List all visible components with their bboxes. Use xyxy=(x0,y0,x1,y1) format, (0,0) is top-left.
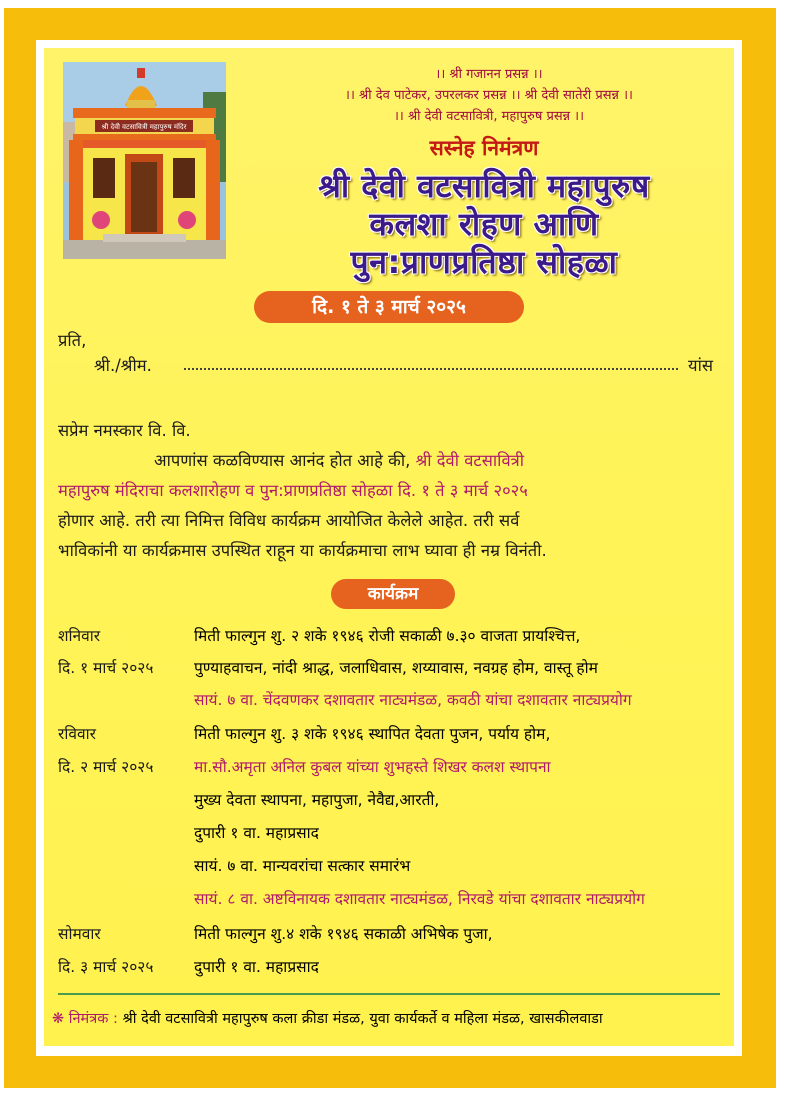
day2-line-3: मुख्य देवता स्थापना, महापुजा, नेवैद्य,आरती, xyxy=(194,791,440,809)
day2-line-5: सायं. ७ वा. मान्यवरांचा सत्कार समारंभ xyxy=(194,857,411,875)
greeting: सप्रेम नमस्कार वि. वि. xyxy=(58,421,191,440)
para-line-1 xyxy=(154,448,524,471)
yans-label: यांस xyxy=(688,356,713,375)
temple-illustration xyxy=(63,62,226,259)
footer-label: ❋ निमंत्रक : xyxy=(52,1011,118,1027)
date-badge: दि. १ ते ३ मार्च २०२५ xyxy=(254,291,524,323)
day1-date: दि. १ मार्च २०२५ xyxy=(58,659,154,677)
title-line-2: कलशा रोहण आणि xyxy=(369,205,599,243)
day1-name: शनिवार xyxy=(58,627,101,645)
invitation-card xyxy=(44,48,734,1046)
day2-name: रविवार xyxy=(58,725,96,743)
day1-line-2: पुण्याहवाचन, नांदी श्राद्ध, जलाधिवास, शय्यावास, नवग्रह होम, वास्तू होम xyxy=(194,659,598,677)
day2-date: दि. २ मार्च २०२५ xyxy=(58,758,154,776)
day2-line-4: दुपारी १ वा. महाप्रसाद xyxy=(194,824,319,842)
day3-name: सोमवार xyxy=(58,925,101,943)
program-heading-badge: कार्यक्रम xyxy=(331,579,455,609)
shri-label: श्री./श्रीम. xyxy=(94,356,152,375)
day2-line-2: मा.सौ.अमृता अनिल कुबल यांच्या शुभहस्ते शिखर कलश स्थापना xyxy=(194,758,551,776)
para-line-3: होणार आहे. तरी त्या निमित्त विविध कार्यक्रम आयोजित केलेले आहेत. तरी सर्व xyxy=(58,511,520,530)
name-dotted-line xyxy=(184,368,678,370)
temple-photo xyxy=(63,62,226,259)
footer xyxy=(52,1008,603,1028)
day1-line-3: सायं. ७ वा. चेंदवणकर दशावतार नाट्यमंडळ, कवठी यांचा दशावतार नाट्यप्रयोग xyxy=(194,691,632,709)
day3-line-1: मिती फाल्गुन शु.४ शके १९४६ सकाळी अभिषेक पुजा, xyxy=(194,925,493,943)
day2-line-1: मिती फाल्गुन शु. ३ शके १९४६ स्थापित देवता पुजन, पर्याय होम, xyxy=(194,725,551,743)
para-line-2: महापुरुष मंदिराचा कलशारोहण व पुन:प्राणप्रतिष्ठा सोहळा दि. १ ते ३ मार्च २०२५ xyxy=(58,481,528,500)
invite-heading: सस्नेह निमंत्रण xyxy=(429,136,539,160)
prati-label: प्रति, xyxy=(58,331,87,350)
day2-line-6: सायं. ८ वा. अष्टविनायक दशावतार नाट्यमंडळ, निरवडे यांचा दशावतार नाट्यप्रयोग xyxy=(194,890,645,908)
title-line-3: पुन:प्राणप्रतिष्ठा सोहळा xyxy=(350,243,618,281)
blessing-line-3: ।। श्री देवी वटसावित्री, महापुरुष प्रसन्न ।। xyxy=(393,109,585,124)
day3-date: दि. ३ मार्च २०२५ xyxy=(58,958,154,976)
blessing-line-2: ।। श्री देव पाटेकर, उपरलकर प्रसन्न ।। श्री देवी सातेरी प्रसन्न ।। xyxy=(345,88,633,103)
footer-divider xyxy=(58,993,720,995)
day1-line-1: मिती फाल्गुन शु. २ शके १९४६ रोजी सकाळी ७.३० वाजता प्रायश्चित्त, xyxy=(194,627,581,645)
day3-line-2: दुपारी १ वा. महाप्रसाद xyxy=(194,958,319,976)
para-line-4: भाविकांनी या कार्यक्रमास उपस्थित राहून या कार्यक्रमाचा लाभ घ्यावा ही नम्र विनंती. xyxy=(58,541,547,560)
footer-text: श्री देवी वटसावित्री महापुरुष कला क्रीडा मंडळ, युवा कार्यकर्ते व महिला मंडळ, खासकीलवाडा xyxy=(117,1011,603,1027)
para-line-1-text: आपणांस कळविण्यास आनंद होत आहे की, xyxy=(154,451,416,470)
blessing-line-1: ।। श्री गजानन प्रसन्न ।। xyxy=(435,67,543,82)
para-line-1-highlight: श्री देवी वटसावित्री xyxy=(415,451,524,470)
temple-sign: श्री देवी वटसावित्री महापुरुष मंदिर xyxy=(101,123,187,131)
title-line-1: श्री देवी वटसावित्री महापुरुष xyxy=(318,167,650,205)
